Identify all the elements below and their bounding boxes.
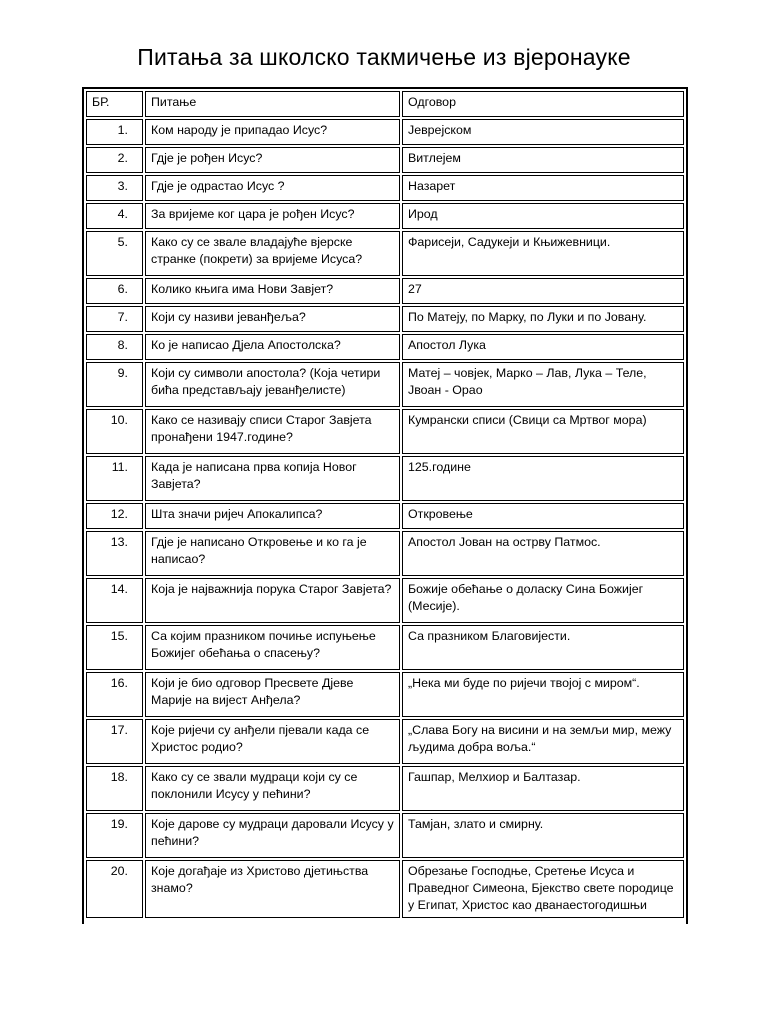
row-num: 13.: [86, 531, 143, 576]
row-question: Када је написана прва копија Новог Завјета?: [145, 456, 400, 501]
row-question: За вријеме ког цара је рођен Исус?: [145, 203, 400, 229]
row-answer: Гашпар, Мелхиор и Балтазар.: [402, 766, 684, 811]
row-answer: „Слава Богу на висини и на земљи мир, межу људима добра воља.“: [402, 719, 684, 764]
row-num: 1.: [86, 119, 143, 145]
row-answer: Божије обећање о доласку Сина Божијег (Месије).: [402, 578, 684, 623]
table-row: [86, 203, 684, 229]
row-question: Које ријечи су анђели пјевали када се Христос родио?: [145, 719, 400, 764]
table-row: [86, 672, 684, 717]
row-answer: Тамјан, злато и смирну.: [402, 813, 684, 858]
table-row: [86, 766, 684, 811]
row-num: 20.: [86, 860, 143, 918]
row-num: 10.: [86, 409, 143, 454]
header-question: Питање: [145, 91, 400, 117]
row-question: Које дарове су мудраци даровали Исусу у пећини?: [145, 813, 400, 858]
row-num: 17.: [86, 719, 143, 764]
row-num: 4.: [86, 203, 143, 229]
row-answer: 125.године: [402, 456, 684, 501]
row-answer: Ирод: [402, 203, 684, 229]
row-answer: Обрезање Господње, Сретење Исуса и Праведног Симеона, Бјекство свете породице у Египат, Христос као дванаестогодишњи: [402, 860, 684, 918]
row-answer: Јеврејском: [402, 119, 684, 145]
row-num: 3.: [86, 175, 143, 201]
row-num: 18.: [86, 766, 143, 811]
row-question: Ком народу је припадао Исус?: [145, 119, 400, 145]
table-row: [86, 147, 684, 173]
row-answer: Откровење: [402, 503, 684, 529]
row-num: 8.: [86, 334, 143, 360]
row-question: Гдје је одрастао Исус ?: [145, 175, 400, 201]
row-answer: Апостол Лука: [402, 334, 684, 360]
row-num: 14.: [86, 578, 143, 623]
table-row: [86, 231, 684, 276]
table-row: [86, 409, 684, 454]
row-num: 2.: [86, 147, 143, 173]
row-answer: Фарисеји, Садукеји и Књижевници.: [402, 231, 684, 276]
table-row: [86, 119, 684, 145]
row-answer: Витлејем: [402, 147, 684, 173]
row-num: 16.: [86, 672, 143, 717]
table-row: [86, 813, 684, 858]
row-num: 9.: [86, 362, 143, 407]
row-num: 19.: [86, 813, 143, 858]
table-row: [86, 334, 684, 360]
row-answer: „Нека ми буде по ријечи твојој с миром“.: [402, 672, 684, 717]
row-question: Гдје је написано Откровење и ко га је написао?: [145, 531, 400, 576]
row-question: Како се називају списи Старог Завјета пронађени 1947.године?: [145, 409, 400, 454]
row-question: Ко је написао Дјела Апостолска?: [145, 334, 400, 360]
row-question: Како су се звале владајуће вјерске странке (покрети) за вријеме Исуса?: [145, 231, 400, 276]
table-row: [86, 175, 684, 201]
table-row: [86, 719, 684, 764]
table-row: [86, 278, 684, 304]
row-answer: По Матеју, по Марку, по Луки и по Јовану.: [402, 306, 684, 332]
table-row: [86, 578, 684, 623]
row-question: Који су символи апостола? (Која четири бића представљају јеванђелисте): [145, 362, 400, 407]
row-num: 12.: [86, 503, 143, 529]
row-num: 15.: [86, 625, 143, 670]
page-title: Питања за школско такмичење из вјеронауке: [137, 44, 631, 70]
header-answer: Одговор: [402, 91, 684, 117]
row-num: 7.: [86, 306, 143, 332]
row-answer: Кумрански списи (Свици са Мртвог мора): [402, 409, 684, 454]
row-question: Гдје је рођен Исус?: [145, 147, 400, 173]
table-row: [86, 503, 684, 529]
row-answer: Назарет: [402, 175, 684, 201]
table-row: [86, 625, 684, 670]
header-num: БР.: [86, 91, 143, 117]
row-answer: 27: [402, 278, 684, 304]
row-answer: Матеј – човјек, Марко – Лав, Лука – Теле, Јвоан - Орао: [402, 362, 684, 407]
table-row: [86, 531, 684, 576]
row-question: Како су се звали мудраци који су се поклонили Исусу у пећини?: [145, 766, 400, 811]
row-question: Који су називи јеванђеља?: [145, 306, 400, 332]
table-row: [86, 456, 684, 501]
row-question: Колико књига има Нови Завјет?: [145, 278, 400, 304]
row-num: 11.: [86, 456, 143, 501]
row-question: Која је најважнија порука Старог Завјета?: [145, 578, 400, 623]
row-answer: Апостол Јован на острву Патмос.: [402, 531, 684, 576]
questions-table: [82, 87, 688, 924]
row-num: 5.: [86, 231, 143, 276]
row-question: Шта значи ријеч Апокалипса?: [145, 503, 400, 529]
row-question: Које догађаје из Христово дјетињства знамо?: [145, 860, 400, 918]
row-answer: Са празником Благовијести.: [402, 625, 684, 670]
table-row: [86, 860, 684, 918]
table-row: [86, 362, 684, 407]
row-question: Са којим празником почиње испуњење Божијег обећања о спасењу?: [145, 625, 400, 670]
table-row: [86, 306, 684, 332]
row-num: 6.: [86, 278, 143, 304]
row-question: Који је био одговор Пресвете Дјеве Марије на виjест Анђела?: [145, 672, 400, 717]
table-header-row: [86, 91, 684, 117]
